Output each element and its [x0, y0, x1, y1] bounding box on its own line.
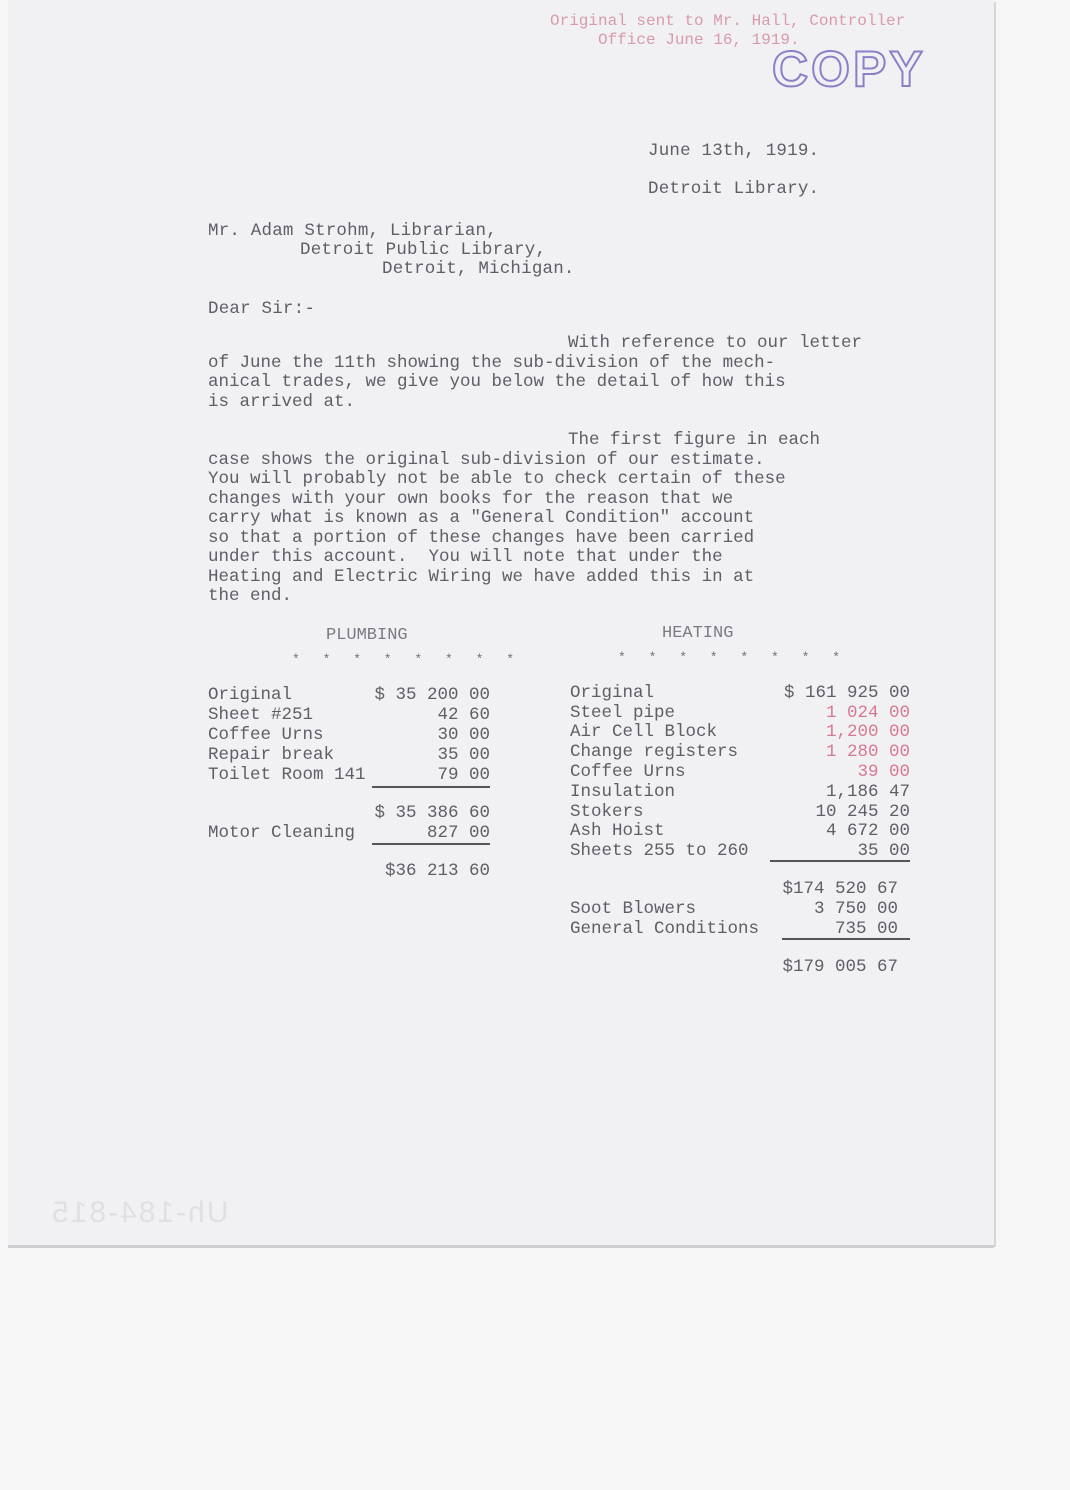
show-through-mark: Uh-184-815: [50, 1196, 229, 1229]
row-label: Original: [208, 685, 293, 705]
row-label: Coffee Urns: [208, 725, 324, 745]
row-label: Soot Blowers: [570, 899, 697, 919]
plumbing-row: [208, 823, 490, 843]
paragraph-line: of June the 11th showing the sub-division of the mech-: [208, 352, 776, 373]
row-amount: 35 00: [437, 745, 490, 765]
heating-row: [570, 841, 910, 861]
heating-row: [570, 742, 910, 762]
plumbing-row: [208, 725, 490, 745]
heating-rule: [782, 938, 910, 940]
heating-subtotal: $174 520 67: [782, 879, 898, 899]
paragraph-line: case shows the original sub-division of our estimate.: [208, 449, 765, 470]
paragraph-1: [208, 334, 908, 412]
row-amount: 735 00: [834, 919, 898, 939]
row-amount: $ 161 925 00: [783, 683, 910, 703]
row-amount: 3 750 00: [813, 899, 898, 919]
paragraph-line: changes with your own books for the reason that we: [208, 488, 734, 509]
heating-row: [570, 802, 910, 822]
row-label: Coffee Urns: [570, 762, 686, 782]
heating-subtotal-row: [570, 879, 898, 899]
address-line-2: Detroit Public Library,: [300, 240, 547, 260]
plumbing-total: $36 213 60: [384, 861, 490, 881]
row-amount: 42 60: [437, 705, 490, 725]
row-label: Sheets 255 to 260: [570, 841, 749, 861]
salutation: Dear Sir:-: [208, 299, 316, 319]
paragraph-line: anical trades, we give you below the detail of how this: [208, 372, 786, 392]
paragraph-line: is arrived at.: [208, 391, 356, 412]
heating-row: [570, 722, 910, 742]
row-amount: 79 00: [437, 765, 490, 785]
row-label: Insulation: [570, 782, 676, 802]
address-line-3: Detroit, Michigan.: [382, 259, 575, 279]
row-label: Toilet Room 141: [208, 765, 366, 785]
row-label: Steel pipe: [570, 703, 676, 723]
row-label: Motor Cleaning: [208, 823, 356, 843]
heating-row: [570, 762, 910, 782]
note-line-1: Original sent to Mr. Hall, Controller: [550, 12, 906, 30]
heating-row: [570, 919, 898, 939]
paragraph-line: under this account. You will note that under the: [208, 547, 723, 567]
heating-heading: HEATING: [662, 624, 734, 643]
plumbing-total-row: [208, 861, 490, 881]
row-amount: $ 35 200 00: [374, 685, 490, 705]
copy-stamp: COPY: [772, 41, 926, 97]
place-line: Detroit Library.: [648, 179, 820, 199]
row-amount: 1,186 47: [825, 782, 910, 802]
row-label: General Conditions: [570, 919, 760, 939]
row-amount: 30 00: [437, 725, 490, 745]
heating-total-row: [570, 957, 898, 977]
heating-row: [570, 782, 910, 802]
heating-total: $179 005 67: [782, 957, 898, 977]
sheet-edge: [8, 1245, 994, 1248]
plumbing-dots: * * * * * * * *: [292, 652, 522, 667]
row-amount: 10 245 20: [815, 802, 910, 822]
paragraph-line: You will probably not be able to check certain of these: [208, 469, 786, 489]
row-label: Air Cell Block: [570, 722, 718, 742]
row-amount: 39 00: [857, 762, 910, 782]
plumbing-row: [208, 685, 490, 705]
row-amount: 35 00: [857, 841, 910, 861]
row-amount: 4 672 00: [825, 821, 910, 841]
paragraph-line: so that a portion of these changes have been carried: [208, 527, 755, 548]
row-amount: 1,200 00: [825, 722, 910, 742]
row-label: Original: [570, 683, 655, 703]
paragraph-2: [208, 431, 908, 607]
heating-dots: * * * * * * * *: [618, 650, 848, 665]
plumbing-subtotal: $ 35 386 60: [374, 803, 490, 823]
paragraph-line: Heating and Electric Wiring we have added this in at: [208, 566, 755, 587]
heating-row: [570, 821, 910, 841]
plumbing-rule: [372, 786, 490, 788]
paragraph-line: the end.: [208, 586, 293, 606]
row-amount: 1 280 00: [825, 742, 910, 762]
row-label: Sheet #251: [208, 705, 314, 725]
letter-sheet: [8, 0, 994, 1245]
paragraph-line: With reference to our letter: [568, 333, 863, 353]
heating-rule: [770, 860, 910, 862]
paragraph-line: carry what is known as a "General Condition" account: [208, 508, 755, 528]
heating-row: [570, 683, 910, 703]
address-line-1: Mr. Adam Strohm, Librarian,: [208, 221, 497, 241]
plumbing-heading: PLUMBING: [326, 626, 408, 645]
row-label: Ash Hoist: [570, 821, 665, 841]
plumbing-row: [208, 705, 490, 725]
plumbing-subtotal-row: [208, 803, 490, 823]
row-label: Change registers: [570, 742, 739, 762]
date-line: June 13th, 1919.: [648, 141, 820, 161]
plumbing-rule: [372, 843, 490, 845]
plumbing-row: [208, 765, 490, 785]
plumbing-row: [208, 745, 490, 765]
heating-row: [570, 899, 898, 919]
row-label: Repair break: [208, 745, 335, 765]
row-label: Stokers: [570, 802, 644, 822]
note-line-2: Office June 16, 1919.: [598, 31, 800, 49]
heating-row: [570, 703, 910, 723]
row-amount: 1 024 00: [825, 703, 910, 723]
row-amount: 827 00: [426, 823, 490, 843]
paragraph-line: The first figure in each: [568, 430, 821, 450]
